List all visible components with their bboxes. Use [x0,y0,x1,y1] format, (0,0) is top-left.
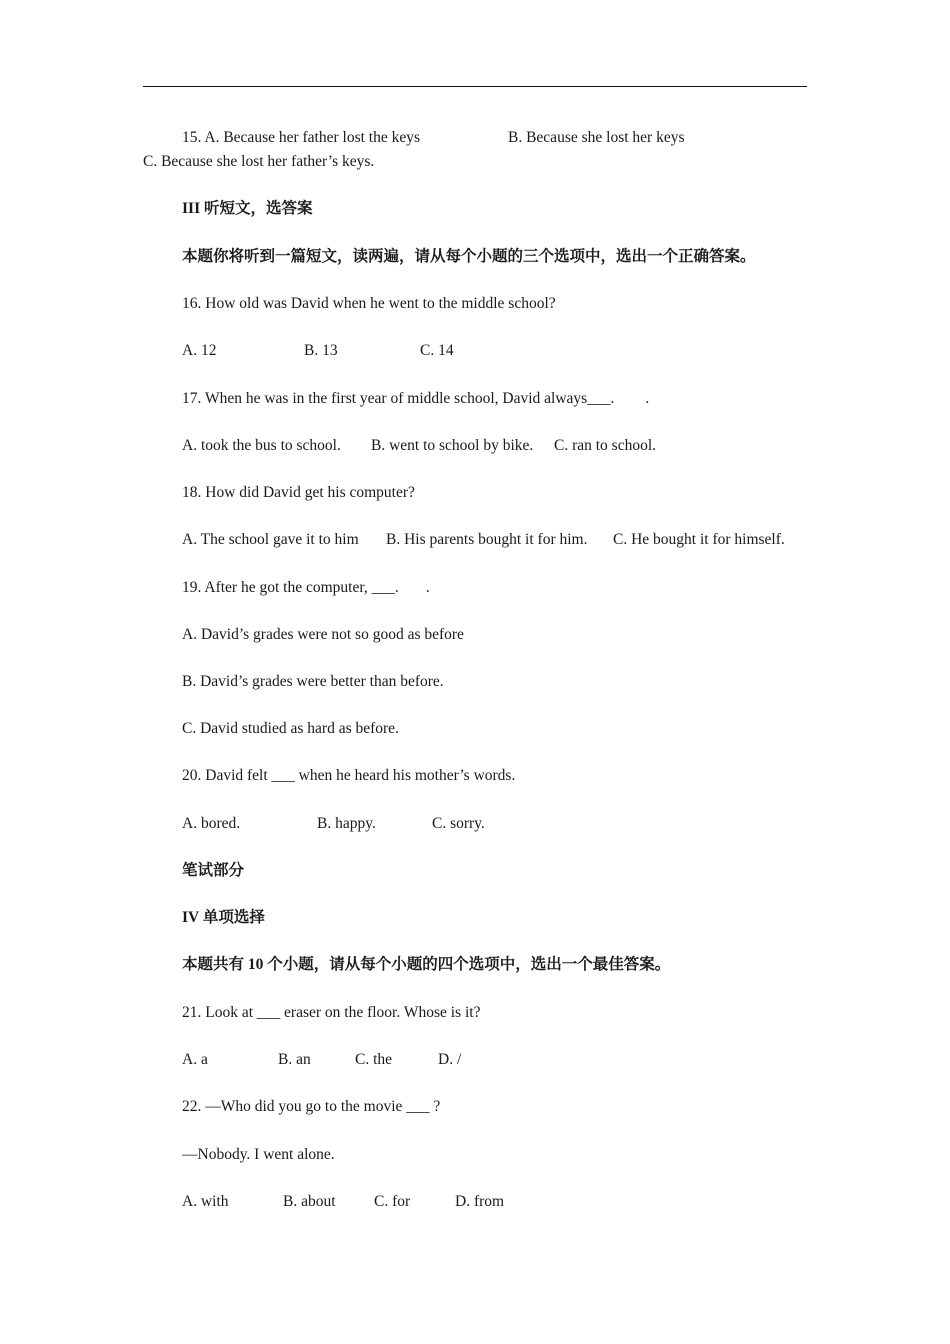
q16-option-a: A. 12 [182,342,217,359]
q16-option-c: C. 14 [420,342,454,359]
q17-stem: 17. When he was in the first year of middle school, David always___. . [182,390,650,407]
q22-option-c: C. for [374,1193,411,1210]
q18-option-a: A. The school gave it to him [182,531,359,548]
q17-option-b: B. went to school by bike. [371,437,534,454]
q20-option-b: B. happy. [317,815,376,832]
q16-stem: 16. How old was David when he went to the middle school? [182,295,556,312]
written-part-title: 笔试部分 [182,862,245,879]
q19-option-b: B. David’s grades were better than before. [182,673,444,690]
q21-option-b: B. an [278,1051,311,1068]
section-4-instruction: 本题共有 10 个小题，请从每个小题的四个选项中，选出一个最佳答案。 [182,956,671,973]
q20-stem: 20. David felt ___ when he heard his mother’s words. [182,767,516,784]
q18-option-c: C. He bought it for himself. [613,531,785,548]
section-4-title: IV 单项选择 [182,909,265,926]
q19-option-c: C. David studied as hard as before. [182,720,399,737]
q22-option-b: B. about [283,1193,336,1210]
q16-option-b: B. 13 [304,342,338,359]
q17-option-a: A. took the bus to school. [182,437,341,454]
q21-option-a: A. a [182,1051,208,1068]
q21-option-d: D. / [438,1051,462,1068]
q15-option-b: B. Because she lost her keys [508,129,685,146]
q18-stem: 18. How did David get his computer? [182,484,415,501]
q21-stem: 21. Look at ___ eraser on the floor. Whose is it? [182,1004,481,1021]
q22-option-a: A. with [182,1193,229,1210]
section-3-instruction: 本题你将听到一篇短文，读两遍，请从每个小题的三个选项中，选出一个正确答案。 [182,248,756,265]
q22-stem: 22. —Who did you go to the movie ___ ? [182,1098,441,1115]
header-rule [143,86,807,87]
q19-stem: 19. After he got the computer, ___. . [182,579,430,596]
q17-option-c: C. ran to school. [554,437,657,454]
q15-option-c: C. Because she lost her father’s keys. [143,153,375,170]
q19-option-a: A. David’s grades were not so good as before [182,626,464,643]
section-3-title: III 听短文，选答案 [182,200,313,217]
q18-option-b: B. His parents bought it for him. [386,531,588,548]
q20-option-c: C. sorry. [432,815,485,832]
q15-option-a: 15. A. Because her father lost the keys [182,129,421,146]
q22-reply: —Nobody. I went alone. [182,1146,335,1163]
q22-option-d: D. from [455,1193,505,1210]
q21-option-c: C. the [355,1051,393,1068]
q20-option-a: A. bored. [182,815,241,832]
